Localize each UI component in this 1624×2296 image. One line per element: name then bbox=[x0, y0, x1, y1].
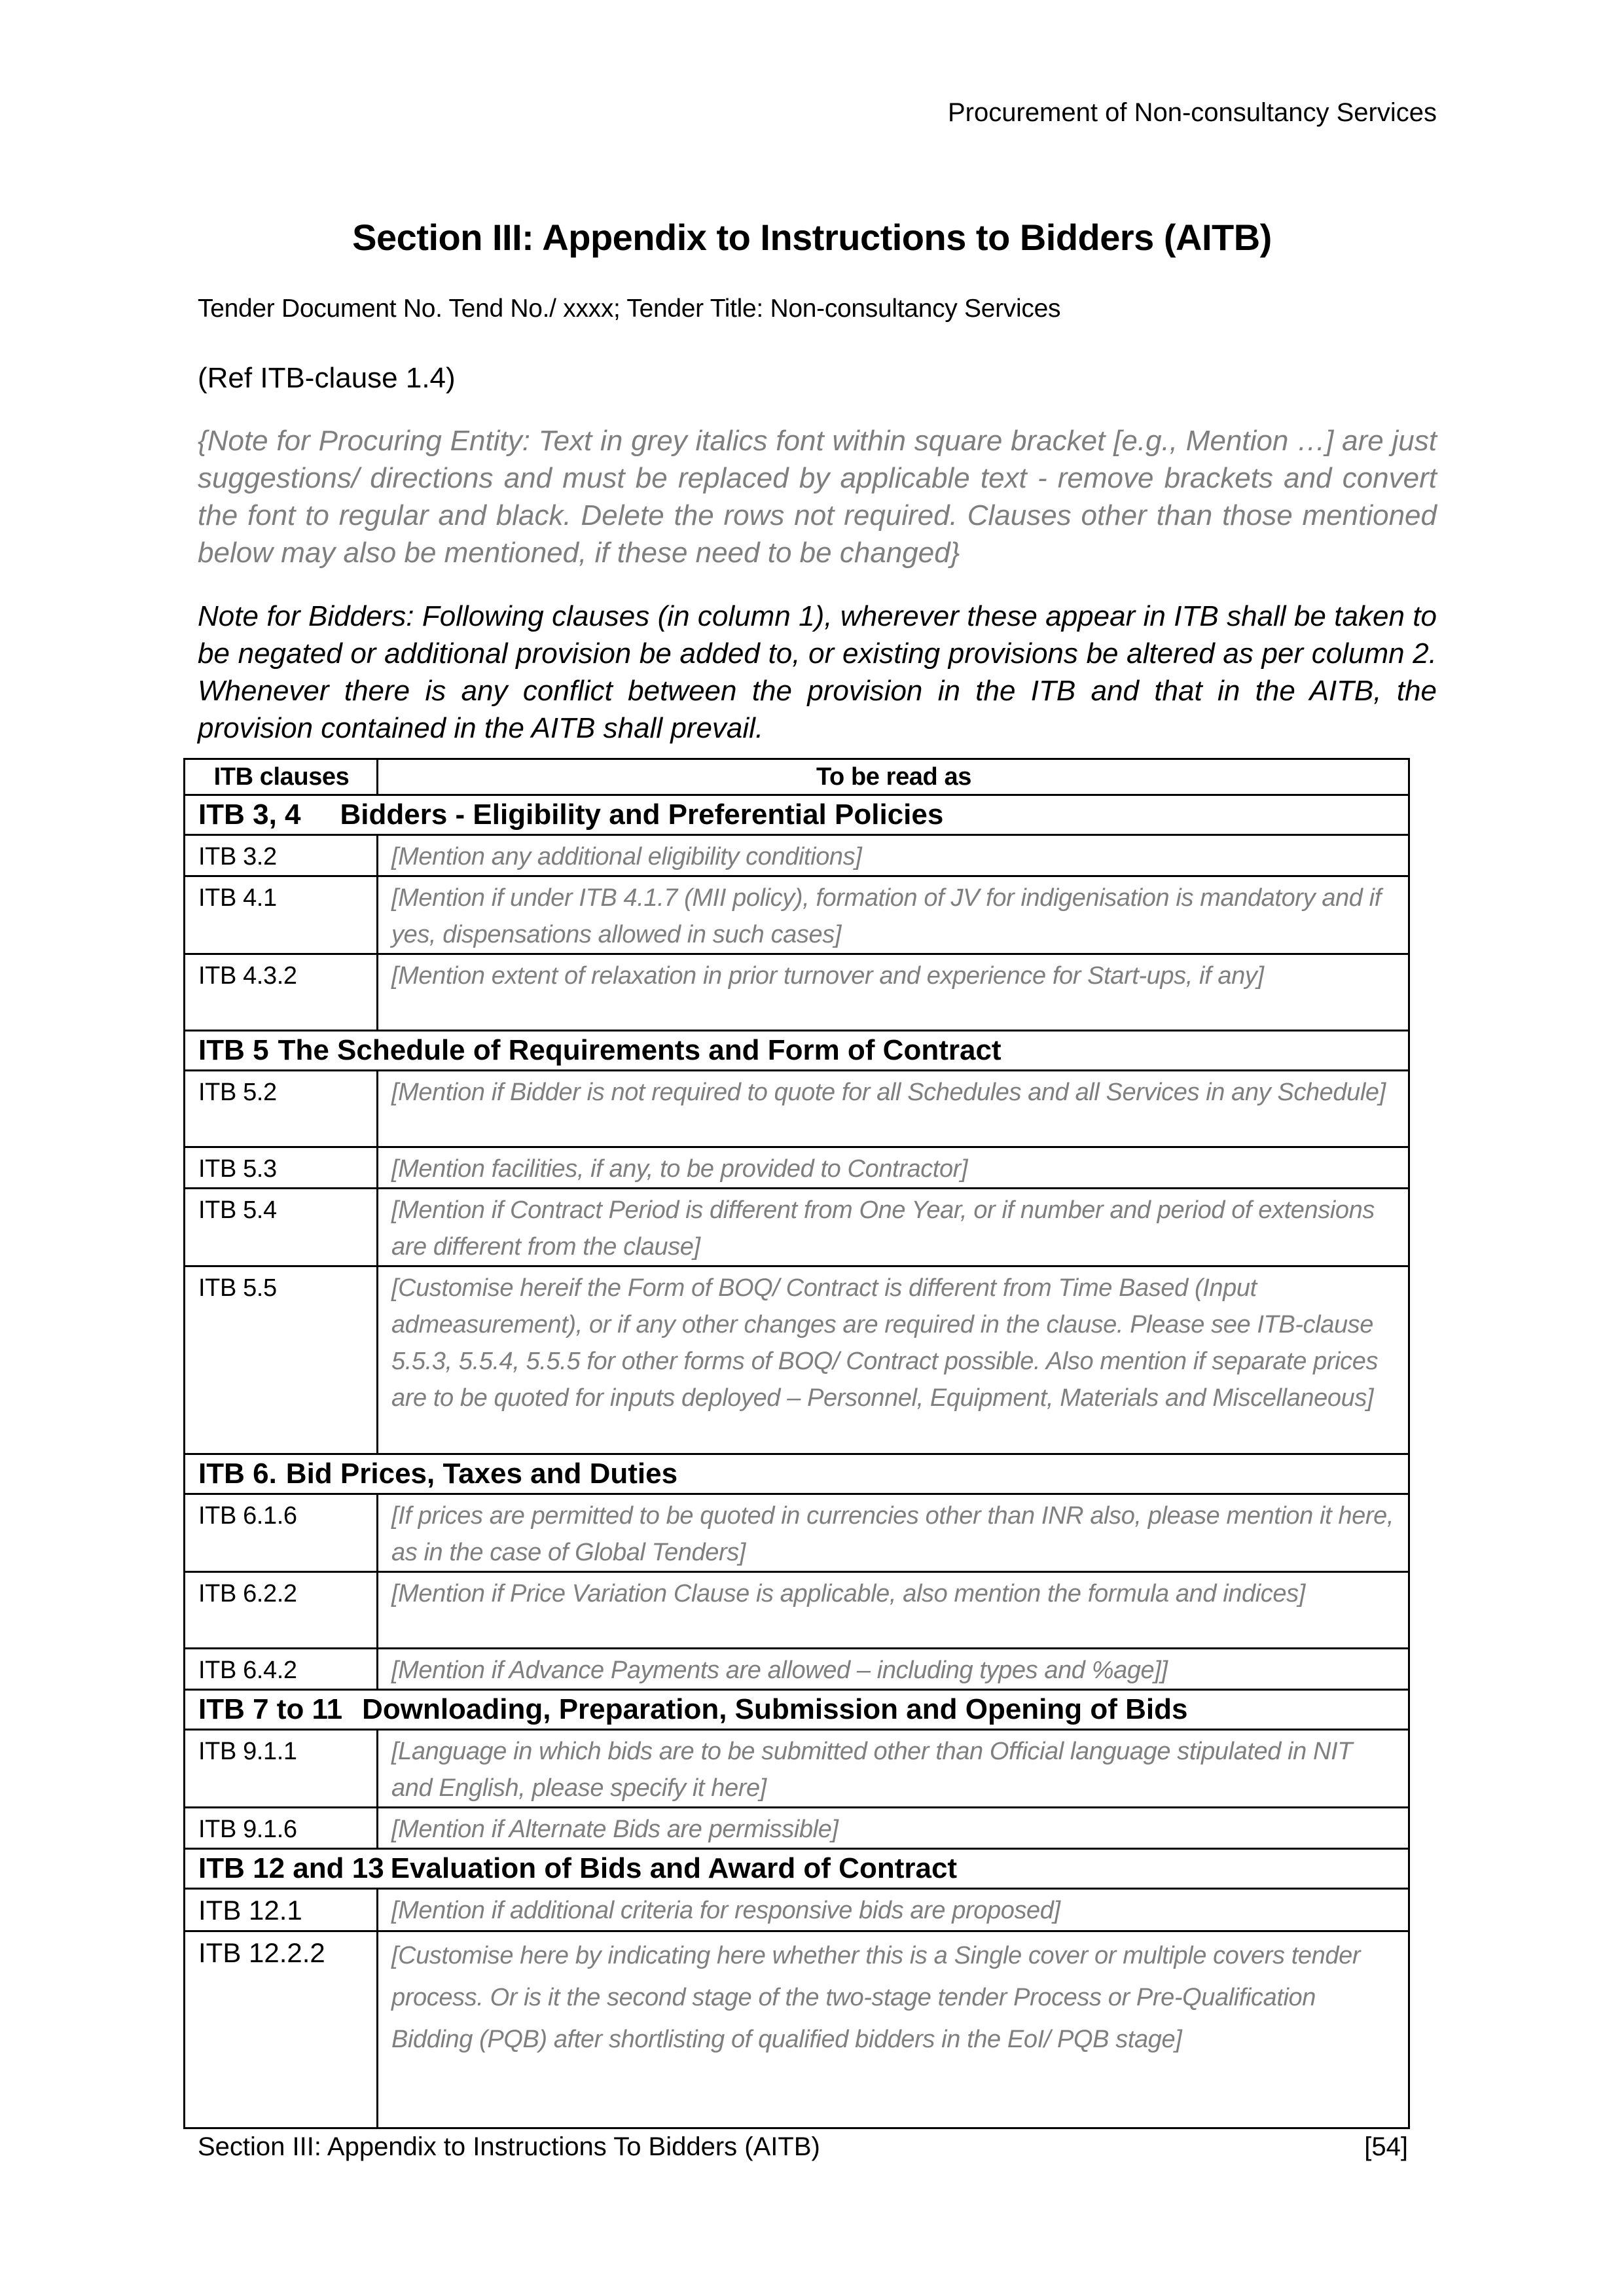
section-row bbox=[185, 1690, 1409, 1730]
table-row bbox=[185, 1889, 1409, 1931]
clause-cell: ITB 9.1.6 bbox=[185, 1808, 378, 1849]
to-be-read-as-cell: [Mention if under ITB 4.1.7 (MII policy), formation of JV for indigenisation is mandatory and if yes, dispensations allowed in such cases] bbox=[378, 876, 1409, 954]
clause-cell: ITB 3.2 bbox=[185, 835, 378, 876]
to-be-read-as-cell: [Customise hereif the Form of BOQ/ Contract is different from Time Based (Input admeasurement), or if any other changes are required in the clause. Please see ITB-clause 5.5.3, 5.5.4, 5.5.5 for other forms of BOQ/ Contract possible. Also mention if separate prices are to be quoted for inputs deployed – Personnel, Equipment, Materials and Miscellaneous] bbox=[378, 1266, 1409, 1454]
table-row bbox=[185, 1494, 1409, 1572]
section-title: Bidders - Eligibility and Preferential Policies bbox=[340, 798, 944, 831]
clause-cell: ITB 6.2.2 bbox=[185, 1572, 378, 1649]
to-be-read-as-cell: [Mention if additional criteria for responsive bids are proposed] bbox=[378, 1889, 1409, 1931]
tender-line: Tender Document No. Tend No./ xxxx; Tender Title: Non-consultancy Services bbox=[198, 295, 1061, 323]
clause-cell: ITB 5.3 bbox=[185, 1147, 378, 1189]
section-row bbox=[185, 1031, 1409, 1071]
header-to-be-read-as: To be read as bbox=[378, 759, 1409, 795]
clause-cell: ITB 9.1.1 bbox=[185, 1730, 378, 1808]
section-heading bbox=[185, 1031, 1409, 1071]
section-heading bbox=[185, 1849, 1409, 1889]
to-be-read-as-cell: [Mention extent of relaxation in prior turnover and experience for Start-ups, if any] bbox=[378, 954, 1409, 1031]
table-row bbox=[185, 1189, 1409, 1266]
table-row bbox=[185, 876, 1409, 954]
table-row bbox=[185, 1572, 1409, 1649]
note-bidders: Note for Bidders: Following clauses (in column 1), wherever these appear in ITB shall be taken to be negated or additional provision be added to, or existing provisions be altered as per column 2. Whenever there is any conflict between the provision in the ITB and that in the AITB, the provision contained in the AITB shall prevail. bbox=[198, 600, 1437, 744]
clause-cell: ITB 5.2 bbox=[185, 1071, 378, 1147]
section-row bbox=[185, 1454, 1409, 1494]
section-clause: ITB 7 to 11 bbox=[198, 1693, 343, 1725]
table-row bbox=[185, 1071, 1409, 1147]
to-be-read-as-cell: [Mention if Bidder is not required to quote for all Schedules and all Services in any Schedule] bbox=[378, 1071, 1409, 1147]
section-clause: ITB 6. bbox=[198, 1458, 277, 1490]
clause-cell: ITB 6.1.6 bbox=[185, 1494, 378, 1572]
table-row bbox=[185, 1147, 1409, 1189]
to-be-read-as-cell: [Mention if Contract Period is different from One Year, or if number and period of extensions are different from the clause] bbox=[378, 1189, 1409, 1266]
section-clause: ITB 5 bbox=[198, 1034, 269, 1066]
to-be-read-as-cell: [Mention facilities, if any, to be provided to Contractor] bbox=[378, 1147, 1409, 1189]
table-row bbox=[185, 1808, 1409, 1849]
clause-cell: ITB 4.3.2 bbox=[185, 954, 378, 1031]
to-be-read-as-cell: [Mention if Alternate Bids are permissible] bbox=[378, 1808, 1409, 1849]
page-number: [54] bbox=[1364, 2132, 1408, 2161]
page-title: Section III: Appendix to Instructions to Bidders (AITB) bbox=[352, 217, 1272, 258]
section-title: Bid Prices, Taxes and Duties bbox=[285, 1458, 678, 1490]
clause-cell: ITB 6.4.2 bbox=[185, 1649, 378, 1690]
section-clause: ITB 12 and 13 bbox=[198, 1852, 384, 1884]
to-be-read-as-cell: [Mention if Advance Payments are allowed – including types and %age]] bbox=[378, 1649, 1409, 1690]
footer-title: Section III: Appendix to Instructions To Bidders (AITB) bbox=[198, 2132, 820, 2161]
table-row bbox=[185, 1730, 1409, 1808]
table-row bbox=[185, 1649, 1409, 1690]
section-row bbox=[185, 795, 1409, 835]
table-header-row bbox=[185, 759, 1409, 795]
table-row bbox=[185, 835, 1409, 876]
section-heading bbox=[185, 795, 1409, 835]
clause-cell: ITB 12.1 bbox=[185, 1889, 378, 1931]
note-procuring-entity: {Note for Procuring Entity: Text in grey italics font within square bracket [e.g., Mention …] are just suggestions/ directions and must be replaced by applicable text - remove brackets and convert the font to regular and black. Delete the rows not required. Clauses other than those mentioned below may also be mentioned, if these need to be changed} bbox=[198, 425, 1437, 569]
clause-cell: ITB 5.4 bbox=[185, 1189, 378, 1266]
to-be-read-as-cell: [Mention if Price Variation Clause is applicable, also mention the formula and indices] bbox=[378, 1572, 1409, 1649]
to-be-read-as-cell: [If prices are permitted to be quoted in currencies other than INR also, please mention it here, as in the case of Global Tenders] bbox=[378, 1494, 1409, 1572]
section-heading bbox=[185, 1454, 1409, 1494]
table-row bbox=[185, 1266, 1409, 1454]
ref-line: (Ref ITB-clause 1.4) bbox=[198, 362, 456, 394]
to-be-read-as-cell: [Mention any additional eligibility conditions] bbox=[378, 835, 1409, 876]
aitb-table bbox=[183, 758, 1410, 2129]
running-header: Procurement of Non-consultancy Services bbox=[948, 98, 1437, 127]
to-be-read-as-cell: [Language in which bids are to be submitted other than Official language stipulated in NIT and English, please specify it here] bbox=[378, 1730, 1409, 1808]
clause-cell: ITB 5.5 bbox=[185, 1266, 378, 1454]
section-row bbox=[185, 1849, 1409, 1889]
section-clause: ITB 3, 4 bbox=[198, 798, 301, 831]
section-title: Evaluation of Bids and Award of Contract bbox=[390, 1852, 958, 1884]
to-be-read-as-cell: [Customise here by indicating here whether this is a Single cover or multiple covers tender process. Or is it the second stage of the two-stage tender Process or Pre-Qualification Bidding (PQB) after shortlisting of qualified bidders in the EoI/ PQB stage] bbox=[378, 1931, 1409, 2128]
clause-cell: ITB 12.2.2 bbox=[185, 1931, 378, 2128]
section-title: Downloading, Preparation, Submission and Opening of Bids bbox=[362, 1693, 1188, 1725]
table-row bbox=[185, 1931, 1409, 2128]
section-title: The Schedule of Requirements and Form of Contract bbox=[278, 1034, 1001, 1066]
section-heading bbox=[185, 1690, 1409, 1730]
table-row bbox=[185, 954, 1409, 1031]
header-itb-clauses: ITB clauses bbox=[185, 759, 378, 795]
clause-cell: ITB 4.1 bbox=[185, 876, 378, 954]
